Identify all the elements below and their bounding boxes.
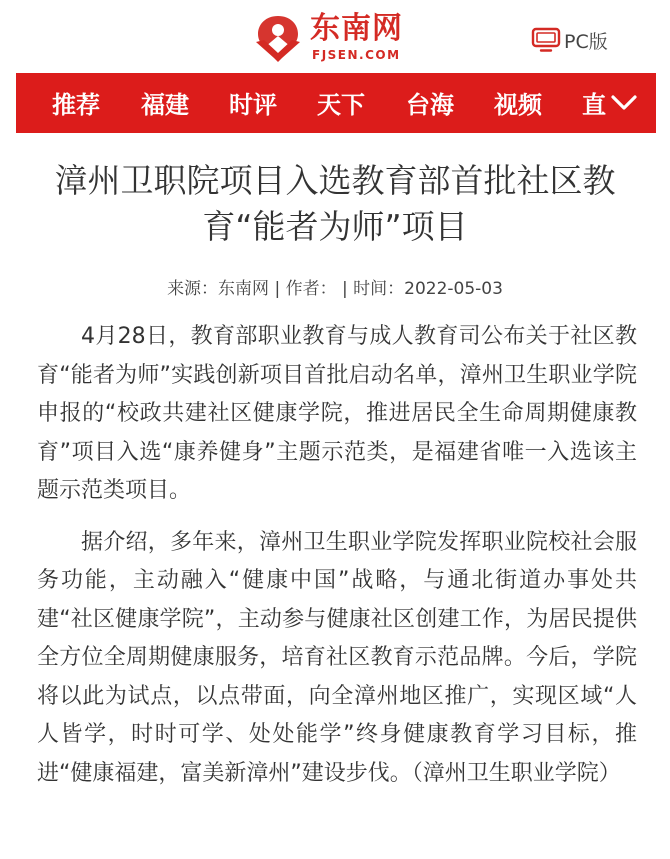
nav-items [16, 73, 606, 133]
article-body [37, 318, 637, 806]
nav-item-taiwan[interactable]: 台海 [406, 91, 454, 119]
article-paragraph: 4月28日，教育部职业教育与成人教育司公布关于社区教育“能者为师”实践创新项目首批启动名单，漳州卫生职业学院申报的“校政共建社区健康学院，推进居民全生命周期健康教育”项目入选“康养健身”主题示范类，是福建省唯一入选该主题示范类项目。 [37, 324, 638, 503]
logo-text-cn: 东南网 [310, 11, 403, 46]
header [0, 0, 670, 73]
article-meta: 来源：东南网 | 作者： | 时间：2022-05-03 [167, 279, 503, 299]
site-logo[interactable] [252, 10, 422, 65]
article-title: 漳州卫职院项目入选教育部首批社区教育“能者为师”项目 [54, 161, 616, 246]
channel-navbar [16, 73, 656, 133]
nav-item-world[interactable]: 天下 [317, 91, 365, 119]
pc-version-label: PC版 [564, 30, 608, 53]
nav-item-commentary[interactable]: 时评 [229, 91, 277, 119]
chevron-down-icon[interactable] [610, 91, 638, 115]
nav-item-live[interactable]: 直 [582, 91, 606, 119]
logo-mark-icon [252, 12, 304, 64]
pc-version-link[interactable] [531, 26, 608, 54]
article-paragraph: 据介绍，多年来，漳州卫生职业学院发挥职业院校社会服务功能，主动融入“健康中国”战略，与通北街道办事处共建“社区健康学院”，主动参与健康社区创建工作，为居民提供全方位全周期健康服务，培育社区教育示范品牌。今后，学院将以此为试点，以点带面，向全漳州地区推广，实现区域“人人皆学，时时可学、处处能学”终身健康教育学习目标，推进“健康福建，富美新漳州”建设步伐。（漳州卫生职业学院） [37, 529, 637, 786]
nav-item-recommend[interactable]: 推荐 [52, 91, 100, 119]
nav-item-video[interactable]: 视频 [494, 91, 542, 119]
logo-text-en: FJSEN.COM [312, 48, 401, 62]
nav-item-fujian[interactable]: 福建 [141, 91, 189, 119]
monitor-icon [531, 27, 561, 53]
